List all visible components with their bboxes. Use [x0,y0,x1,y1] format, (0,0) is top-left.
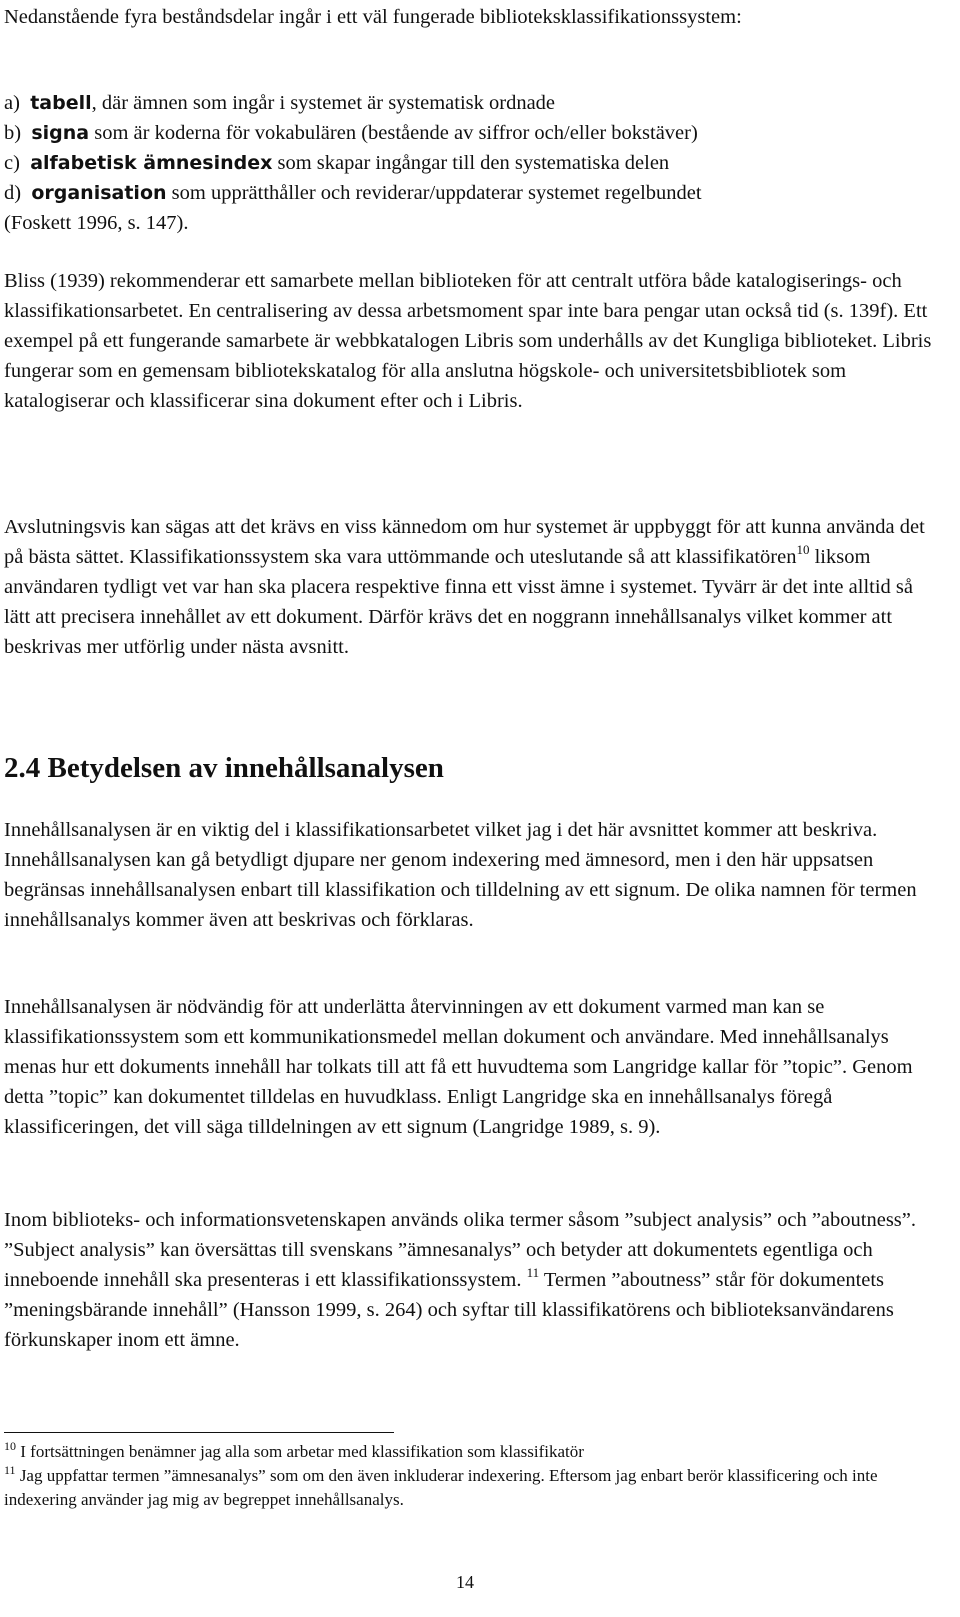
list-item [4,118,702,148]
langridge-paragraph: Innehållsanalysen är nödvändig för att underlätta återvinningen av ett dokument varmed man kan se klassifikationssystem som ett kommunikationsmedel mellan dokument och användare. Med innehållsanalys menas hur ett dokuments innehåll har tolkats till att få ett huvudtema som Langridge kallar för ”topic”. Genom detta ”topic” kan dokumentet tilldelas en huvudklass. Enligt Langridge ska en innehållsanalys föregå klassificeringen, det vill säga tilldelningen av ett signum (Langridge 1989, s. 9). [4,996,913,1138]
footnote-text: Jag uppfattar termen ”ämnesanalys” som om den även inkluderar indexering. Eftersom jag enbart berör klassificering och inte indexering använder jag mig av begreppet innehållsanalys. [4,1466,878,1509]
footnote-ref-10: 10 [796,542,810,557]
list-item [4,148,702,178]
footnotes [4,1440,934,1512]
conclusion-paragraph [4,512,934,662]
list-marker: d) [4,182,22,204]
list-marker: b) [4,122,22,144]
conclusion-text-end: liksom användaren tydligt vet var han ska placera respektive finna ett visst ämne i systemet. Tyvärr är det inte alltid så lätt att precisera innehållet av ett dokument. Därför krävs det en noggrann innehållsanalys vilket kommer att beskrivas mer utförlig under nästa avsnitt. [4,546,913,658]
intro-paragraph: Nedanstående fyra beståndsdelar ingår i ett väl fungerade biblioteksklassifikationssystem: [4,6,742,28]
footnote [4,1440,934,1464]
list-text: som är koderna för vokabulären (bestående av siffror och/eller bokstäver) [89,122,698,144]
list-text: som upprätthåller och reviderar/uppdaterar systemet regelbundet [166,182,702,204]
terms-text-end: Termen ”aboutness” står för dokumentets ”meningsbärande innehåll” (Hansson 1999, s. 264) och syftar till klassifikatörens och biblioteksanvändarens förkunskaper inom ett ämne. [4,1269,894,1351]
list-term: organisation [31,182,167,204]
footnote-ref-11: 11 [526,1265,540,1280]
page-number: 14 [456,1572,474,1592]
analysis-intro-paragraph: Innehållsanalysen är en viktig del i klassifikationsarbetet vilket jag i det här avsnittet kommer att beskriva. Innehållsanalysen kan gå betydligt djupare ner genom indexering med ämnesord, men i den här uppsatsen begränsas innehållsanalysen enbart till klassifikation och tilldelning av ett signum. De olika namnen för termen innehållsanalys kommer även att beskrivas och förklaras. [4,819,917,931]
footnote-number: 10 [4,1439,16,1453]
list-term: signa [31,122,90,144]
conclusion-text-start: Avslutningsvis kan sägas att det krävs en viss kännedom om hur systemet är uppbyggt för att kunna använda det på bästa sättet. Klassifikationssystem ska vara uttömmande och uteslutande så att klassifikatören [4,516,925,568]
list-item [4,178,702,208]
list-term: tabell [30,92,92,114]
list-marker: c) [4,152,20,174]
list-marker: a) [4,92,20,114]
footnote-text: I fortsättningen benämner jag alla som arbetar med klassifikation som klassifikatör [16,1442,584,1461]
list-term: alfabetisk ämnesindex [30,152,273,174]
footnote [4,1464,934,1512]
footnote-divider [4,1432,394,1433]
section-heading: 2.4 Betydelsen av innehållsanalysen [4,752,444,784]
terms-paragraph [4,1205,934,1355]
footnote-number: 11 [4,1463,16,1477]
list-citation: (Foskett 1996, s. 147). [4,212,189,234]
list-text: som skapar ingångar till den systematiska delen [272,152,670,174]
terms-text-start: Inom biblioteks- och informationsvetenskapen används olika termer såsom ”subject analysis” och ”aboutness”. ”Subject analysis” kan översättas till svenskans ”ämnesanalys” och betyder att dokumentets egentliga och inneboende innehåll ska presenteras i ett klassifikationssystem. [4,1209,916,1291]
bliss-paragraph: Bliss (1939) rekommenderar ett samarbete mellan biblioteken för att centralt utföra både katalogiserings- och klassifikationsarbetet. En centralisering av dessa arbetsmoment spar inte bara pengar utan också tid (s. 139f). Ett exempel på ett fungerande samarbete är webbkatalogen Libris som underhålls av det Kungliga biblioteket. Libris fungerar som en gemensam bibliotekskatalog för alla anslutna högskole- och universitetsbibliotek som katalogiserar och klassificerar sina dokument efter och i Libris. [4,270,932,412]
component-list [4,88,702,238]
list-item [4,88,702,118]
list-text: , där ämnen som ingår i systemet är systematisk ordnade [91,92,556,114]
